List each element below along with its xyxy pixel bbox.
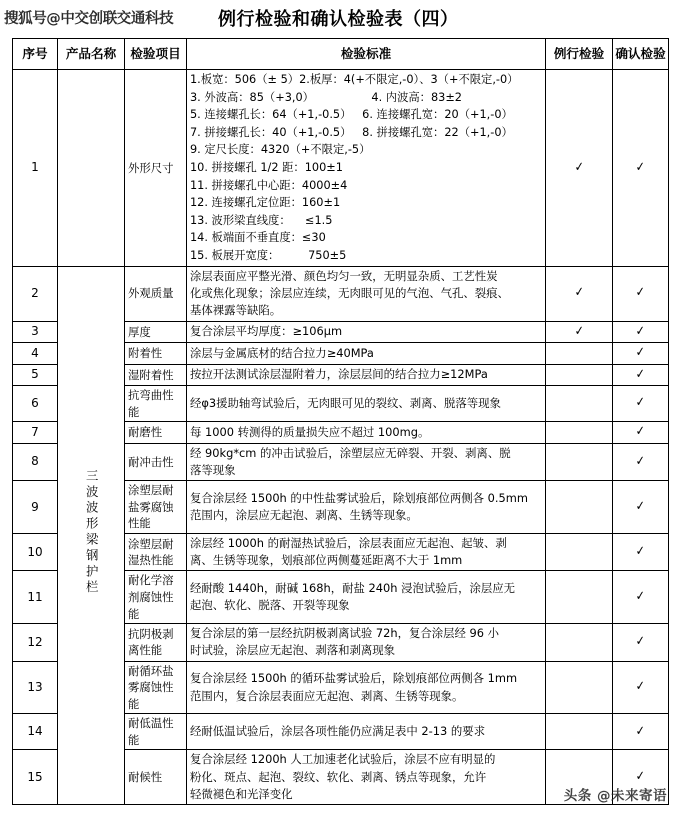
inspection-table bbox=[12, 38, 669, 805]
standard-line: 15. 板展开宽度： 750±5 bbox=[190, 249, 347, 263]
inspection-standard-cell bbox=[187, 422, 546, 443]
standard-line: 每 1000 转测得的质量损失应不超过 100mg。 bbox=[190, 424, 430, 439]
standard-line: 9. 定尺长度：4320（+不限定,-5） bbox=[190, 143, 371, 157]
column-header-standard: 检验标准 bbox=[187, 39, 546, 70]
routine-inspection-cell bbox=[546, 661, 613, 714]
document-header bbox=[0, 0, 679, 38]
inspection-item-cell: 耐化学溶剂腐蚀性能 bbox=[125, 571, 187, 624]
inspection-item-cell: 耐磨性 bbox=[125, 422, 187, 443]
standard-line: 基体裸露等缺陷。 bbox=[190, 303, 282, 318]
standard-line: 14. 板端面不垂直度：≤30 bbox=[190, 231, 326, 245]
confirm-inspection-cell bbox=[613, 321, 669, 342]
standard-line: 化或焦化现象；涂层应连续，无肉眼可见的气泡、气孔、裂痕、 bbox=[190, 286, 509, 301]
inspection-standard-cell bbox=[187, 343, 546, 364]
standard-line: 落等现象 bbox=[190, 462, 236, 477]
routine-inspection-cell bbox=[546, 343, 613, 364]
standard-line: 复合涂层经 1500h 的中性盐雾试验后，除划痕部位两侧各 0.5mm bbox=[190, 490, 528, 505]
inspection-standard-cell bbox=[187, 321, 546, 342]
check-icon: ✓ bbox=[573, 159, 585, 175]
standard-line: 经耐低温试验后，涂层各项性能仍应满足表中 2-13 的要求 bbox=[190, 724, 486, 739]
routine-inspection-cell bbox=[546, 571, 613, 624]
standard-line: 复合涂层经 1200h 人工加速老化试验后，涂层不应有明显的 bbox=[190, 752, 496, 767]
confirm-inspection-cell bbox=[613, 266, 669, 321]
confirm-inspection-cell bbox=[613, 364, 669, 385]
standard-line: 粉化、斑点、起泡、裂纹、软化、剥离、锈点等现象，允许 bbox=[190, 769, 487, 784]
table-row bbox=[13, 70, 669, 267]
check-icon: ✓ bbox=[635, 543, 646, 560]
standard-line: 按拉开法测试涂层湿附着力，涂层层间的结合拉力≥12MPa bbox=[190, 367, 488, 382]
check-icon: ✓ bbox=[635, 344, 646, 361]
standard-line: 轻微褪色和光泽变化 bbox=[190, 787, 293, 802]
inspection-item-cell: 耐冲击性 bbox=[125, 443, 187, 481]
row-index-cell: 11 bbox=[13, 571, 58, 624]
row-index-cell: 8 bbox=[13, 443, 58, 481]
inspection-item-cell: 厚度 bbox=[125, 321, 187, 342]
inspection-item-cell: 抗阴极剥离性能 bbox=[125, 624, 187, 662]
row-index-cell: 2 bbox=[13, 266, 58, 321]
routine-inspection-cell bbox=[546, 386, 613, 422]
inspection-standard-cell bbox=[187, 386, 546, 422]
row-index-cell: 14 bbox=[13, 714, 58, 750]
confirm-inspection-cell bbox=[613, 661, 669, 714]
inspection-standard-cell bbox=[187, 571, 546, 624]
inspection-item-cell: 涂塑层耐盐雾腐蚀性能 bbox=[125, 481, 187, 534]
standard-line: 3. 外波高：85（+3,0） 4. 内波高：83±2 bbox=[190, 90, 462, 104]
confirm-inspection-cell bbox=[613, 422, 669, 443]
check-icon: ✓ bbox=[635, 498, 646, 515]
standard-line: 10. 拼接螺孔 1/2 距：100±1 bbox=[190, 161, 343, 175]
inspection-item-cell: 湿附着性 bbox=[125, 364, 187, 385]
routine-inspection-cell bbox=[546, 422, 613, 443]
inspection-standard-cell bbox=[187, 364, 546, 385]
confirm-inspection-cell bbox=[613, 443, 669, 481]
column-header-confirm: 确认检验 bbox=[613, 39, 669, 70]
routine-inspection-cell bbox=[546, 624, 613, 662]
standard-line: 范围内，复合涂层表面应无起泡、剥离、生锈等现象。 bbox=[190, 688, 464, 703]
standard-line: 12. 连接螺孔定位距：160±1 bbox=[190, 196, 341, 210]
column-header-no: 序号 bbox=[13, 39, 58, 70]
column-header-product: 产品名称 bbox=[58, 39, 125, 70]
check-icon: ✓ bbox=[635, 366, 646, 382]
check-icon: ✓ bbox=[635, 323, 646, 340]
standard-line: 范围内，涂层应无起泡、剥离、生锈等现象。 bbox=[190, 508, 418, 523]
row-index-cell: 9 bbox=[13, 481, 58, 534]
row-index-cell: 3 bbox=[13, 321, 58, 342]
routine-inspection-cell bbox=[546, 443, 613, 481]
table-row bbox=[13, 266, 669, 321]
routine-inspection-cell bbox=[546, 481, 613, 534]
check-icon: ✓ bbox=[635, 633, 646, 650]
standard-line: 11. 拼接螺孔中心距：4000±4 bbox=[190, 178, 348, 192]
inspection-standard-cell bbox=[187, 443, 546, 481]
standard-line: 13. 波形梁直线度： ≤1.5 bbox=[190, 213, 333, 227]
inspection-standard-cell bbox=[187, 714, 546, 750]
confirm-inspection-cell bbox=[613, 571, 669, 624]
check-icon: ✓ bbox=[635, 423, 646, 440]
standard-line: 复合涂层经 1500h 的循环盐雾试验后，除划痕部位两侧各 1mm bbox=[190, 671, 518, 686]
inspection-item-cell: 外观质量 bbox=[125, 266, 187, 321]
standard-line: 涂层表面应平整光滑、颜色均匀一致，无明显杂质、工艺性炭 bbox=[190, 268, 498, 283]
inspection-item-cell: 耐候性 bbox=[125, 750, 187, 805]
check-icon: ✓ bbox=[635, 395, 646, 411]
confirm-inspection-cell bbox=[613, 386, 669, 422]
check-icon: ✓ bbox=[635, 588, 646, 605]
inspection-standard-cell bbox=[187, 266, 546, 321]
row-index-cell: 15 bbox=[13, 750, 58, 805]
standard-line: 经φ3援助轴弯试验后，无肉眼可见的裂纹、剥离、脱落等现象 bbox=[190, 395, 501, 410]
inspection-standard-cell bbox=[187, 70, 546, 267]
inspection-standard-cell bbox=[187, 661, 546, 714]
inspection-standard-cell bbox=[187, 481, 546, 534]
standard-line: 1.板宽：506（± 5）2.板厚：4(+不限定,-0）、3（+不限定,-0） bbox=[190, 73, 519, 86]
standard-line: 涂层经 1000h 的耐湿热试验后，涂层表面应无起泡、起皱、剥 bbox=[190, 535, 507, 550]
row-index-cell: 6 bbox=[13, 386, 58, 422]
inspection-standard-cell bbox=[187, 624, 546, 662]
check-icon: ✓ bbox=[635, 723, 646, 739]
standard-line: 起泡、软化、脱落、开裂等现象 bbox=[190, 598, 350, 613]
row-index-cell: 7 bbox=[13, 422, 58, 443]
column-header-routine: 例行检验 bbox=[546, 39, 613, 70]
standard-line: 时试验，涂层应无起泡、剥落和剥离现象 bbox=[190, 643, 396, 658]
inspection-item-cell: 抗弯曲性能 bbox=[125, 386, 187, 422]
standard-line: 涂层与金属底材的结合拉力≥40MPa bbox=[190, 345, 374, 360]
check-icon: ✓ bbox=[635, 159, 646, 175]
row-index-cell: 4 bbox=[13, 343, 58, 364]
standard-line: 经 90kg*cm 的冲击试验后，涂塑层应无碎裂、开裂、剥离、脱 bbox=[190, 445, 511, 460]
inspection-standard-cell bbox=[187, 750, 546, 805]
confirm-inspection-cell bbox=[613, 481, 669, 534]
page-title: 例行检验和确认检验表（四） bbox=[218, 9, 459, 30]
routine-inspection-cell bbox=[546, 266, 613, 321]
product-name-cell-empty bbox=[58, 70, 125, 267]
inspection-item-cell: 涂塑层耐湿热性能 bbox=[125, 533, 187, 571]
row-index-cell: 5 bbox=[13, 364, 58, 385]
product-name-label: 三波波形梁钢护栏 bbox=[84, 469, 100, 597]
row-index-cell: 1 bbox=[13, 70, 58, 267]
standard-line: 复合涂层的第一层经抗阴极剥离试验 72h，复合涂层经 96 小 bbox=[190, 626, 500, 641]
routine-inspection-cell bbox=[546, 70, 613, 267]
confirm-inspection-cell bbox=[613, 343, 669, 364]
confirm-inspection-cell bbox=[613, 714, 669, 750]
row-index-cell: 13 bbox=[13, 661, 58, 714]
standard-line: 离、生锈等现象，划痕部位两侧蔓延距离不大于 1mm bbox=[190, 553, 463, 568]
routine-inspection-cell bbox=[546, 364, 613, 385]
check-icon: ✓ bbox=[635, 285, 646, 301]
table-body bbox=[13, 70, 669, 805]
check-icon: ✓ bbox=[635, 678, 646, 695]
product-name-cell bbox=[58, 266, 125, 805]
standard-line: 7. 拼接螺孔长：40（+1,-0.5） 8. 拼接螺孔宽：22（+1,-0） bbox=[190, 125, 513, 139]
standard-line: 复合涂层平均厚度：≥106μm bbox=[190, 324, 343, 339]
confirm-inspection-cell bbox=[613, 70, 669, 267]
check-icon: ✓ bbox=[573, 323, 585, 340]
inspection-item-cell: 耐循环盐雾腐蚀性能 bbox=[125, 661, 187, 714]
sohu-source-watermark: 搜狐号@中交创联交通科技 bbox=[4, 11, 174, 27]
check-icon: ✓ bbox=[573, 285, 585, 301]
inspection-item-cell: 外形尺寸 bbox=[125, 70, 187, 267]
confirm-inspection-cell bbox=[613, 533, 669, 571]
confirm-inspection-cell bbox=[613, 624, 669, 662]
row-index-cell: 10 bbox=[13, 533, 58, 571]
check-icon: ✓ bbox=[635, 768, 646, 785]
toutiao-author-watermark: 头条 @未来寄语 bbox=[563, 788, 667, 804]
routine-inspection-cell bbox=[546, 321, 613, 342]
inspection-standard-cell bbox=[187, 533, 546, 571]
table-header-row bbox=[13, 39, 669, 70]
standard-line: 经耐酸 1440h，耐碱 168h，耐盐 240h 浸泡试验后，涂层应无 bbox=[190, 580, 516, 595]
column-header-item: 检验项目 bbox=[125, 39, 187, 70]
routine-inspection-cell bbox=[546, 533, 613, 571]
routine-inspection-cell bbox=[546, 714, 613, 750]
row-index-cell: 12 bbox=[13, 624, 58, 662]
inspection-item-cell: 耐低温性能 bbox=[125, 714, 187, 750]
standard-line: 5. 连接螺孔长：64（+1,-0.5） 6. 连接螺孔宽：20（+1,-0） bbox=[190, 108, 513, 122]
inspection-item-cell: 附着性 bbox=[125, 343, 187, 364]
check-icon: ✓ bbox=[635, 453, 646, 469]
